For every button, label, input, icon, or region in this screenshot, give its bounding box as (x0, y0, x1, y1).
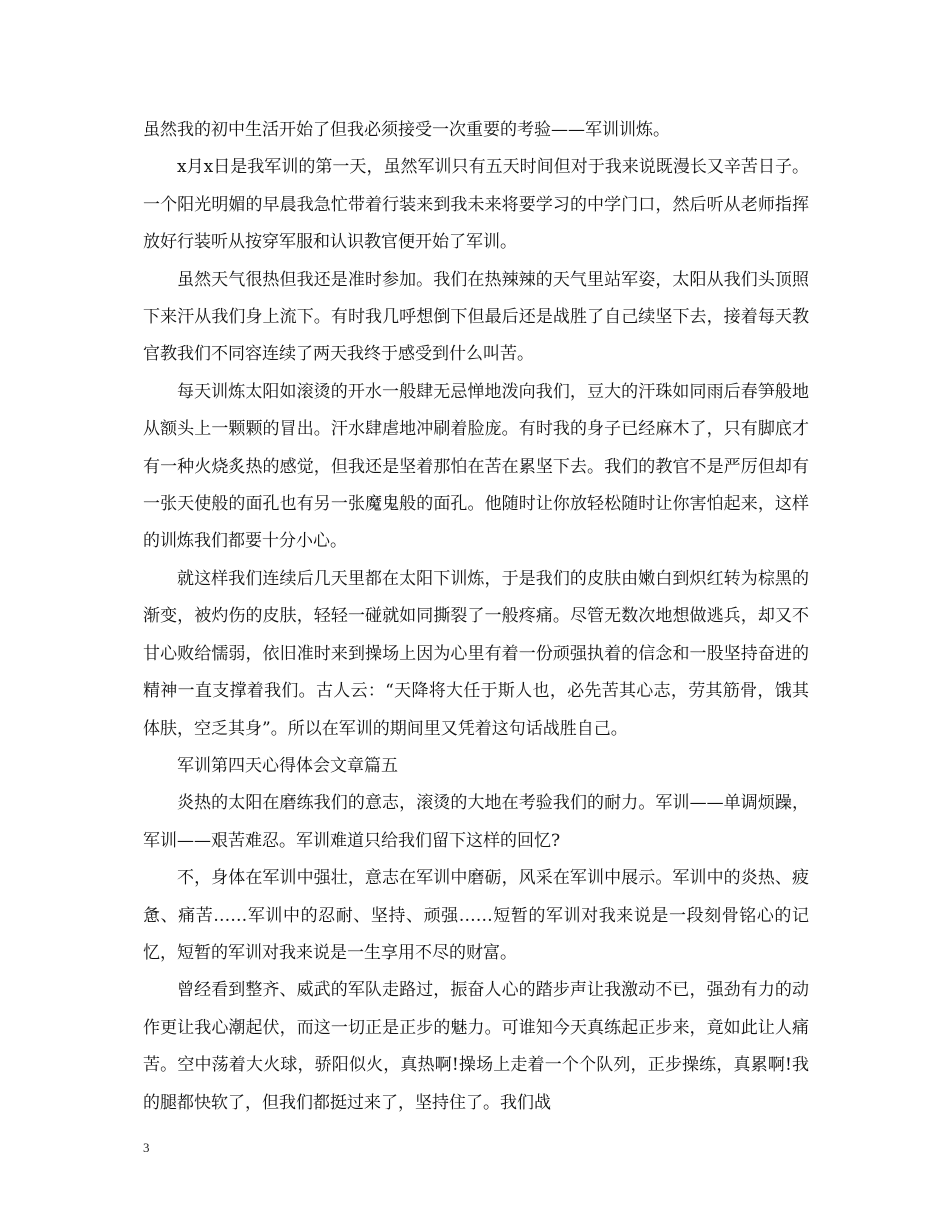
document-body (143, 112, 809, 1122)
paragraph-4: 每天训炼太阳如滚烫的开水一般肆无忌惮地泼向我们，豆大的汗珠如同雨后春笋般地从额头上一颗颗的冒出。汗水肆虐地冲刷着脸庞。有时我的身子已经麻木了，只有脚底才有一种火烧炙热的感觉，但我还是坚着那怕在苦在累坚下去。我们的教官不是严厉但却有一张天使般的面孔也有另一张魔鬼般的面孔。他随时让你放轻松随时让你害怕起来，这样的训炼我们都要十分小心。 (143, 381, 809, 552)
page-number: 3 (143, 1140, 150, 1155)
paragraph-2: x月x日是我军训的第一天，虽然军训只有五天时间但对于我来说既漫长又辛苦日子。一个阳光明媚的早晨我急忙带着行装来到我未来将要学习的中学门口，然后听从老师指挥放好行装听从按穿军服和认识教官便开始了军训。 (143, 157, 809, 253)
paragraph-8: 不，身体在军训中强壮，意志在军训中磨砺，风采在军训中展示。军训中的炎热、疲惫、痛苦……军训中的忍耐、坚持、顽强……短暂的军训对我来说是一段刻骨铭心的记忆，短暂的军训对我来说是一生享用不尽的财富。 (143, 868, 809, 963)
section-heading: 军训第四天心得体会文章篇五 (177, 755, 398, 776)
paragraph-3: 虽然天气很热但我还是准时参加。我们在热辣辣的天气里站军姿，太阳从我们头顶照下来汗从我们身上流下。有时我几呼想倒下但最后还是战胜了自己续坚下去，接着每天教官教我们不同容连续了两天我终于感受到什么叫苦。 (143, 269, 809, 365)
paragraph-5: 就这样我们连续后几天里都在太阳下训炼，于是我们的皮肤由嫩白到炽红转为棕黑的渐变，被灼伤的皮肤，轻轻一碰就如同撕裂了一般疼痛。尽管无数次地想做逃兵，却又不甘心败给懦弱，依旧准时来到操场上因为心里有着一份顽强执着的信念和一股坚持奋进的精神一直支撑着我们。古人云：“天降将大任于斯人也，必先苦其心志，劳其筋骨，饿其体肤，空乏其身”。所以在军训的期间里又凭着这句话战胜自己。 (143, 568, 809, 739)
paragraph-9: 曾经看到整齐、威武的军队走路过，振奋人心的踏步声让我激动不已，强劲有力的动作更让我心潮起伏，而这一切正是正步的魅力。可谁知今天真练起正步来，竟如此让人痛苦。空中荡着大火球，骄阳似火，真热啊!操场上走着一个个队列，正步操练，真累啊!我的腿都快软了，但我们都挺过来了，坚持住了。我们战 (143, 980, 809, 1113)
paragraph-7: 炎热的太阳在磨练我们的意志，滚烫的大地在考验我们的耐力。军训——单调烦躁，军训——艰苦难忍。军训难道只给我们留下这样的回忆? (143, 793, 809, 851)
paragraph-1: 虽然我的初中生活开始了但我必须接受一次重要的考验——军训训炼。 (143, 120, 670, 140)
